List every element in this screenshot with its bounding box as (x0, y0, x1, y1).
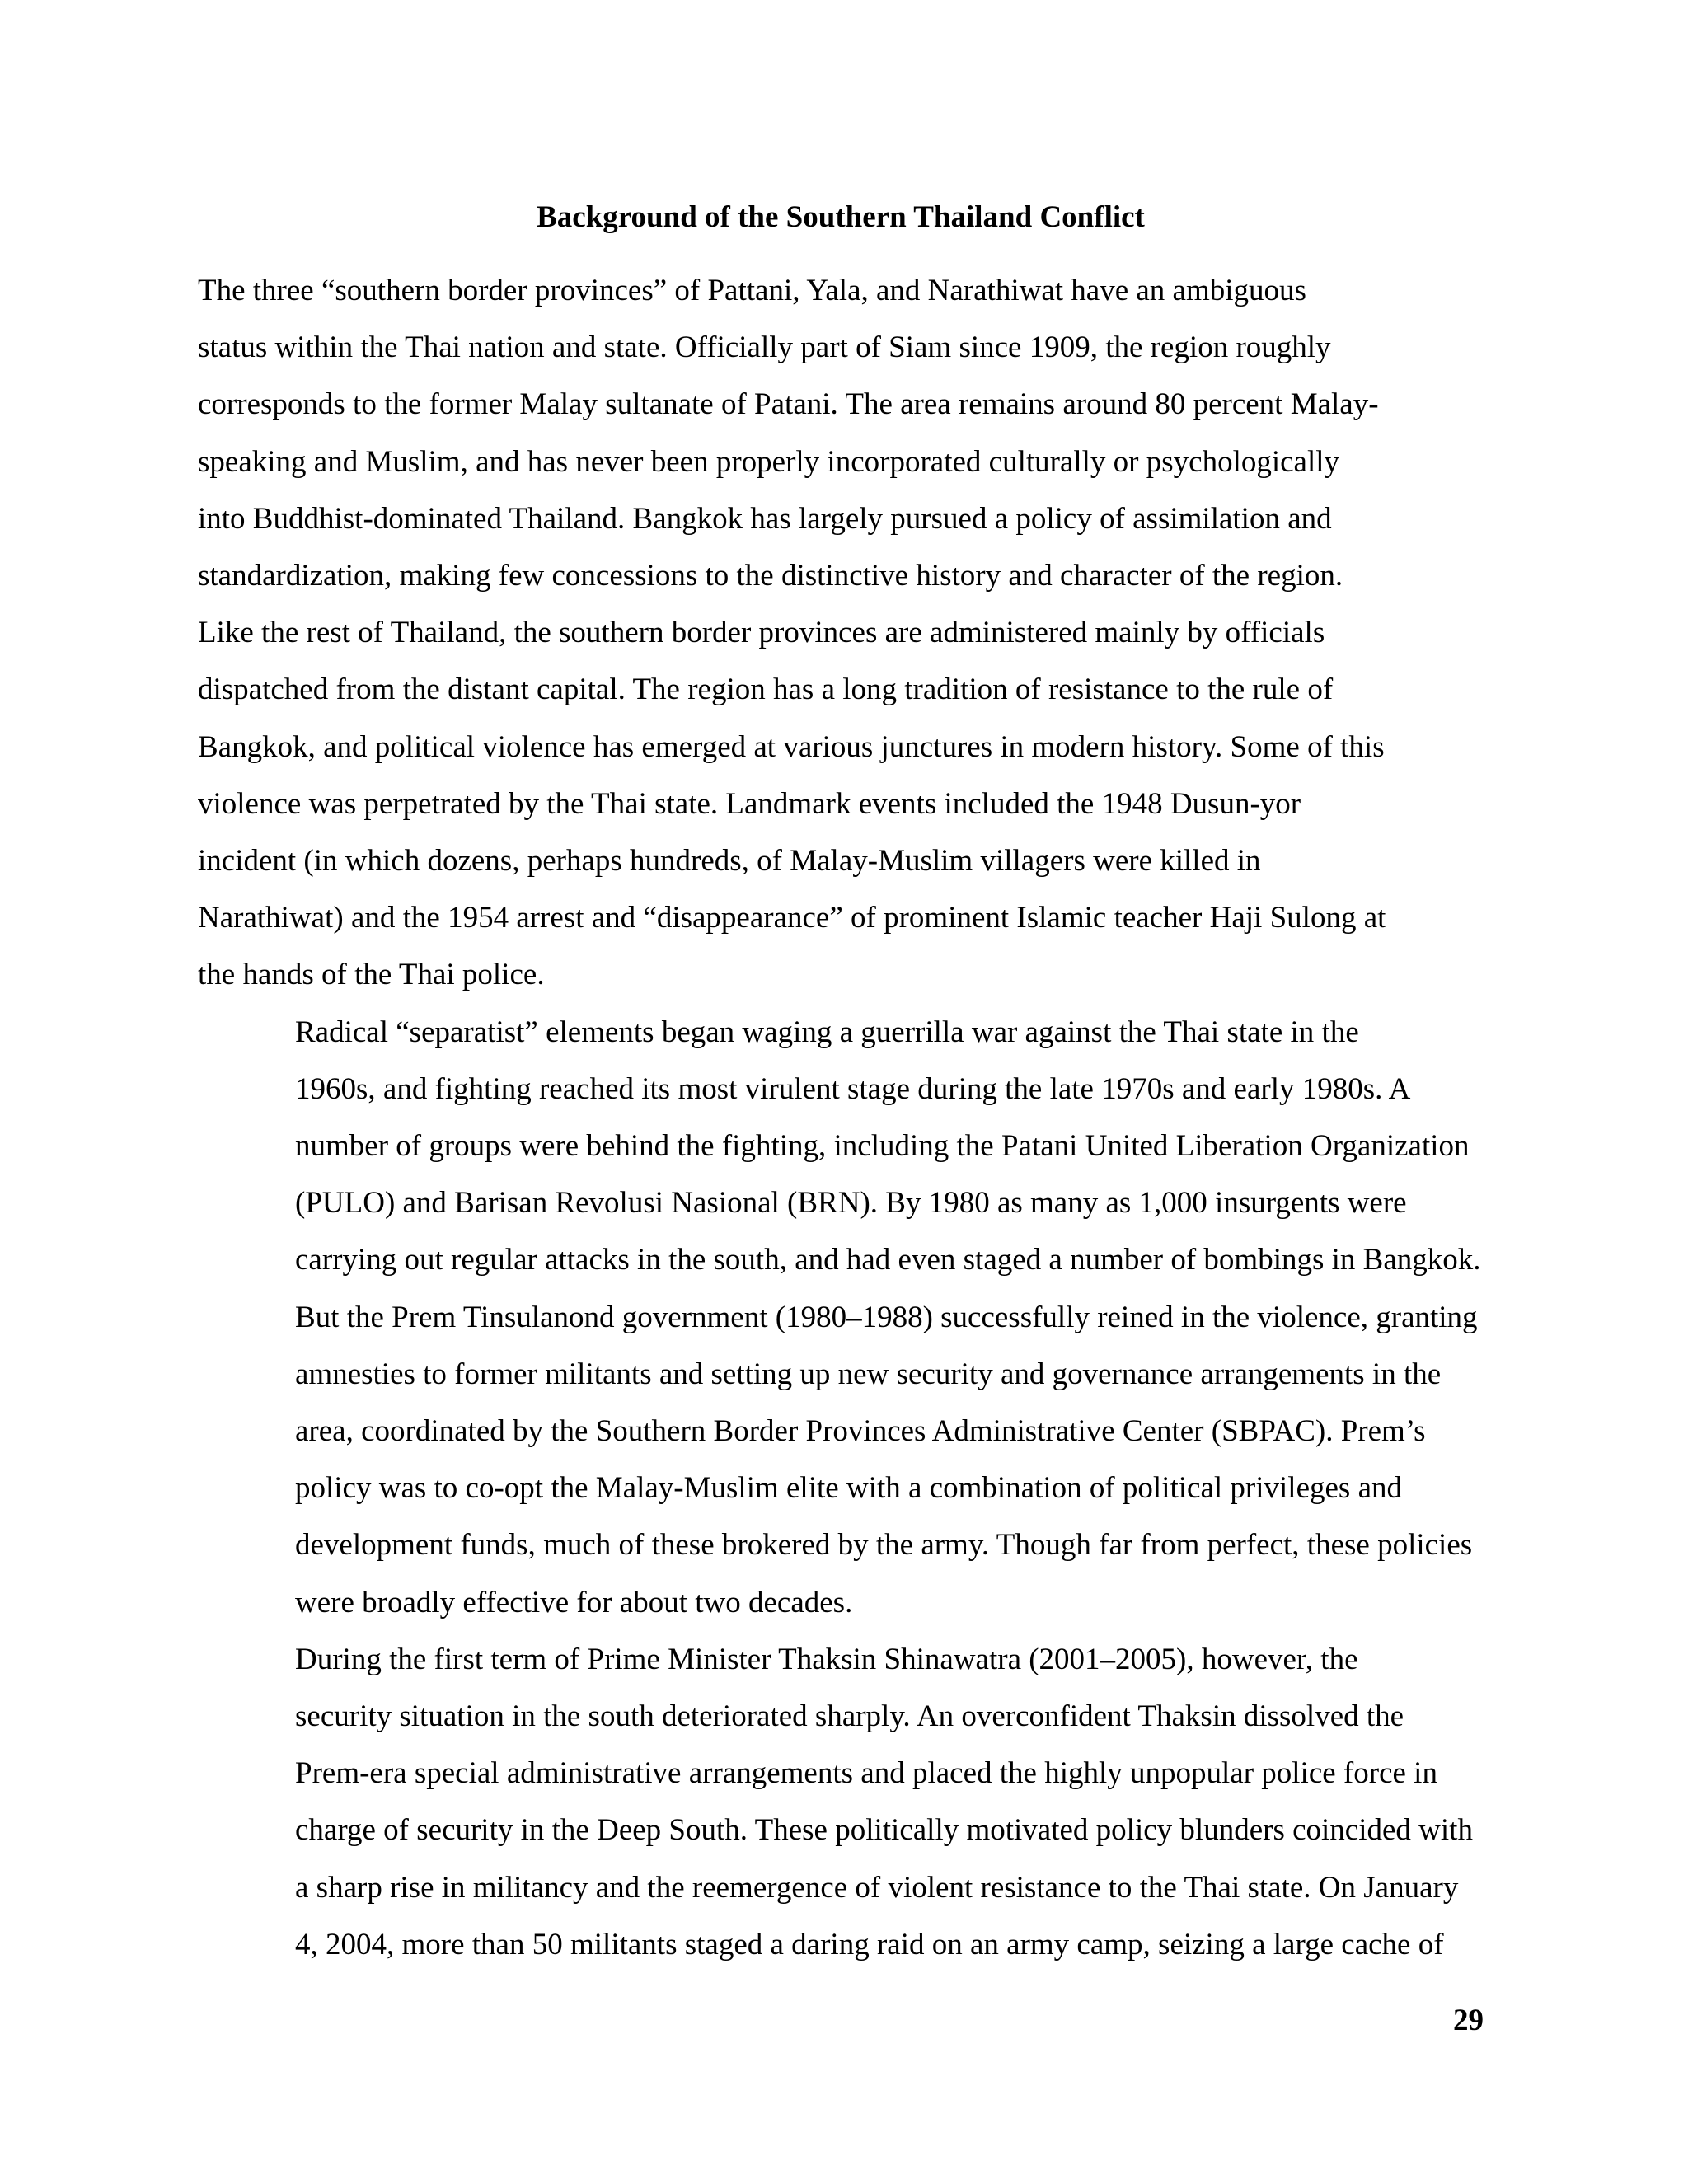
text-line: speaking and Muslim, and has never been properly incorporated culturally or psychologically (198, 444, 1340, 479)
text-line: policy was to co-opt the Malay-Muslim elite with a combination of political privileges and (295, 1471, 1403, 1506)
text-line: violence was perpetrated by the Thai state. Landmark events included the 1948 Dusun-yor (198, 786, 1301, 821)
text-line: The three “southern border provinces” of Pattani, Yala, and Narathiwat have an ambiguous (198, 274, 1306, 307)
text-line: amnesties to former militants and setting up new security and governance arrangements in the (295, 1357, 1442, 1391)
text-line: Radical “separatist” elements began waging a guerrilla war against the Thai state in the (295, 1015, 1359, 1049)
text-line: status within the Thai nation and state. Officially part of Siam since 1909, the region roughly (198, 330, 1331, 365)
text-line: dispatched from the distant capital. The region has a long tradition of resistance to the rule of (198, 673, 1334, 707)
paragraph-2 (198, 1004, 1489, 1631)
text-line: 4, 2004, more than 50 militants staged a daring raid on an army camp, seizing a large cache of (295, 1927, 1444, 1961)
text-line: a sharp rise in militancy and the reemergence of violent resistance to the Thai state. On January (295, 1870, 1459, 1905)
page-title: Background of the Southern Thailand Conflict (537, 200, 1145, 234)
text-line: were broadly effective for about two decades. (295, 1585, 853, 1619)
text-line: into Buddhist-dominated Thailand. Bangkok has largely pursued a policy of assimilation and (198, 501, 1332, 536)
text-line: Like the rest of Thailand, the southern border provinces are administered mainly by officials (198, 616, 1325, 650)
text-line: the hands of the Thai police. (198, 958, 545, 992)
text-line: carrying out regular attacks in the south, and had even staged a number of bombings in Bangkok. (295, 1243, 1481, 1277)
text-line: 1960s, and fighting reached its most virulent stage during the late 1970s and early 1980s. A (295, 1071, 1411, 1106)
text-line: Bangkok, and political violence has emerged at various junctures in modern history. Some of this (198, 729, 1385, 764)
text-line: development funds, much of these brokered by the army. Though far from perfect, these policies (295, 1528, 1473, 1563)
text-line: area, coordinated by the Southern Border Provinces Administrative Center (SBPAC). Prem’s (295, 1414, 1426, 1449)
text-line: corresponds to the former Malay sultanate of Patani. The area remains around 80 percent Malay- (198, 387, 1379, 422)
text-line: Narathiwat) and the 1954 arrest and “disappearance” of prominent Islamic teacher Haji Sulong at (198, 901, 1386, 935)
text-line: (PULO) and Barisan Revolusi Nasional (BRN). By 1980 as many as 1,000 insurgents were (295, 1186, 1407, 1221)
text-line: Prem-era special administrative arrangements and placed the highly unpopular police force in (295, 1756, 1437, 1791)
text-line: During the first term of Prime Minister Thaksin Shinawatra (2001–2005), however, the (295, 1642, 1358, 1676)
paragraph-3 (198, 1631, 1489, 1973)
paragraph-1 (198, 262, 1489, 1004)
text-line: number of groups were behind the fighting, including the Patani United Liberation Organization (295, 1129, 1470, 1164)
page-number: 29 (1453, 2004, 1484, 2037)
text-line: charge of security in the Deep South. These politically motivated policy blunders coincided with (295, 1813, 1473, 1848)
body-text (198, 262, 1489, 1973)
text-line: standardization, making few concessions to the distinctive history and character of the region. (198, 559, 1343, 593)
text-line: incident (in which dozens, perhaps hundreds, of Malay-Muslim villagers were killed in (198, 844, 1261, 879)
text-line: But the Prem Tinsulanond government (1980–1988) successfully reined in the violence, granting (295, 1300, 1478, 1334)
text-line: security situation in the south deteriorated sharply. An overconfident Thaksin dissolved the (295, 1699, 1404, 1734)
